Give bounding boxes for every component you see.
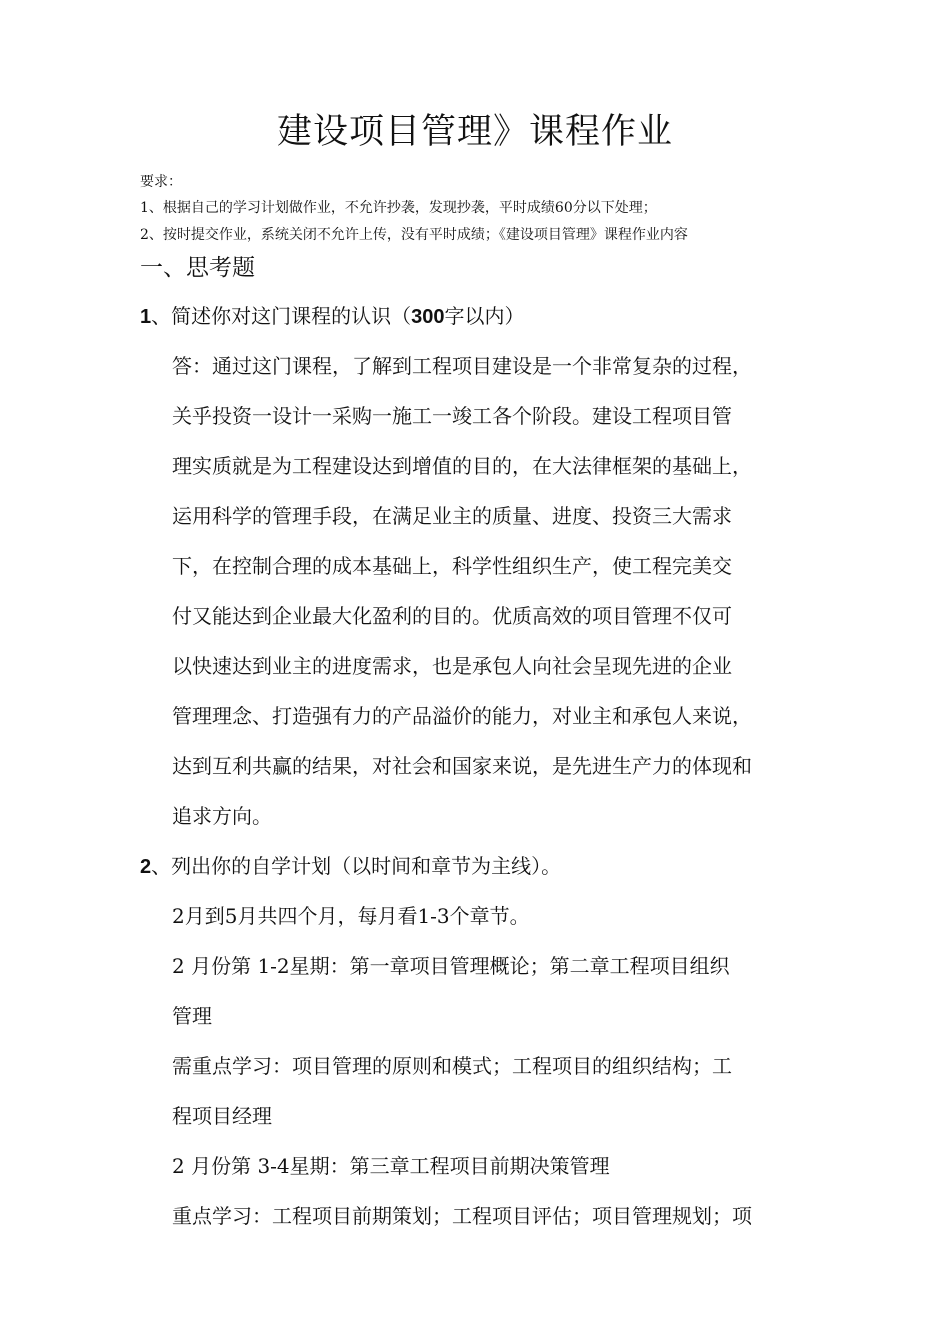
answer-1-line: 追求方向。 [172, 804, 272, 828]
answer-1-line: 以快速达到业主的进度需求，也是承包人向社会呈现先进的企业 [172, 654, 732, 678]
answer-1-line: 付又能达到企业最大化盈利的目的。优质高效的项目管理不仅可 [172, 604, 732, 628]
requirement-item-1: 1、根据自己的学习计划做作业，不允许抄袭，发现抄袭，平时成绩60分以下处理； [140, 200, 657, 216]
answer-1-line: 管理理念、打造强有力的产品溢价的能力，对业主和承包人来说， [172, 704, 752, 728]
answer-2-line: 程项目经理 [172, 1104, 272, 1128]
answer-2-line: 2 月份第 1-2星期：第一章项目管理概论；第二章工程项目组织 [172, 954, 730, 978]
answer-2-line: 重点学习：工程项目前期策划；工程项目评估；项目管理规划；项 [172, 1204, 752, 1228]
question-2-text: 、列出你的自学计划（以时间和章节为主线）。 [151, 854, 562, 878]
question-2-number: 2 [140, 856, 152, 878]
requirement-item-2: 2、按时提交作业，系统关闭不允许上传，没有平时成绩；《建设项目管理》课程作业内容 [140, 227, 688, 243]
question-1-word-limit: 300 [411, 306, 445, 328]
answer-2-line: 需重点学习：项目管理的原则和模式；工程项目的组织结构；工 [172, 1054, 732, 1078]
answer-1-line: 答：通过这门课程，了解到工程项目建设是一个非常复杂的过程， [172, 354, 752, 378]
question-1 [140, 302, 525, 331]
answer-2-line: 2 月份第 3-4星期：第三章工程项目前期决策管理 [172, 1154, 610, 1178]
answer-2-line: 管理 [172, 1004, 212, 1028]
answer-1-line: 运用科学的管理手段，在满足业主的质量、进度、投资三大需求 [172, 504, 732, 528]
answer-2-line: 2月到5月共四个月，每月看1-3个章节。 [172, 904, 530, 928]
requirements-heading: 要求： [140, 174, 182, 190]
answer-1-line: 下，在控制合理的成本基础上，科学性组织生产，使工程完美交 [172, 554, 732, 578]
answer-1-line: 关乎投资一设计一采购一施工一竣工各个阶段。建设工程项目管 [172, 404, 732, 428]
question-1-number: 1 [140, 306, 152, 328]
question-1-text-b: 字以内） [444, 304, 525, 328]
question-1-text-a: 、简述你对这门课程的认识（ [151, 304, 412, 328]
document-title: 建设项目管理》课程作业 [276, 112, 673, 152]
section-heading: 一、思考题 [140, 255, 255, 281]
answer-1-line: 达到互利共赢的结果，对社会和国家来说，是先进生产力的体现和 [172, 754, 752, 778]
answer-1-line: 理实质就是为工程建设达到增值的目的，在大法律框架的基础上， [172, 454, 752, 478]
question-2 [140, 852, 561, 881]
